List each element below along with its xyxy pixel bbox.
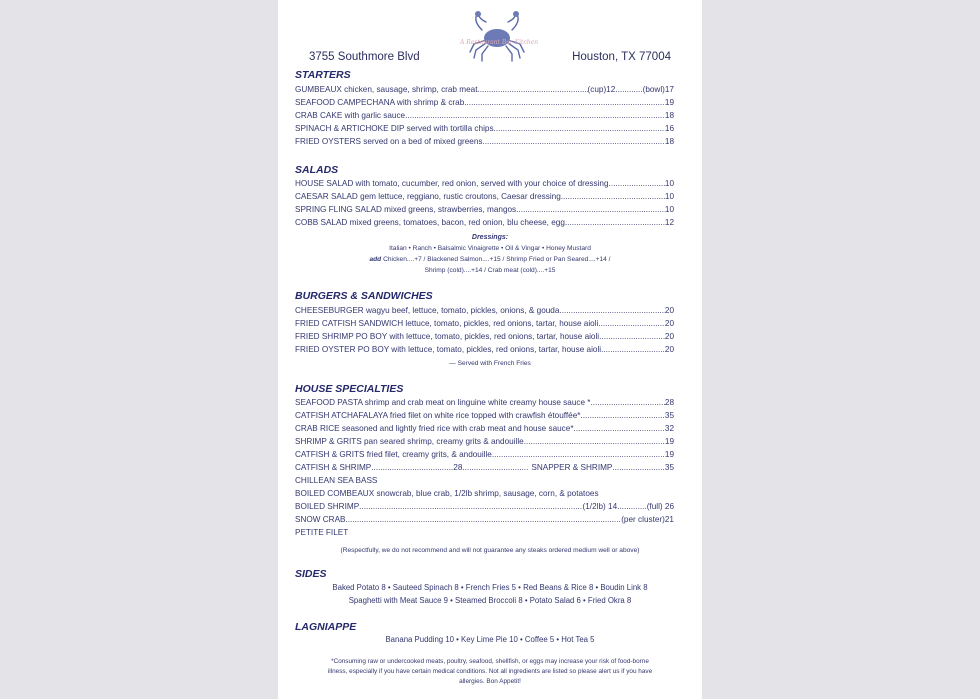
- crab-icon: [466, 10, 528, 64]
- add-ons-line: [278, 254, 702, 265]
- menu-item: SEAFOOD CAMPECHANA with shrimp & crab ..... 19: [295, 96, 674, 109]
- steak-note: (Respectfully, we do not recommend and will not guarantee any steaks ordered medium well or above): [340, 547, 640, 554]
- lagniappe-title: LAGNIAPPE: [295, 621, 357, 633]
- menu-page: [278, 0, 702, 699]
- menu-item: COBB SALAD mixed greens, tomatoes, bacon, red onion, blu cheese, egg ..... 12: [295, 216, 674, 229]
- menu-item: CATFISH ATCHAFALAYA fried filet on white rice topped with crawfish étouffée* ..... 35: [295, 409, 674, 422]
- petite-filet-item: PETITE FILET: [295, 528, 349, 537]
- specialties-title: HOUSE SPECIALTIES: [295, 383, 404, 395]
- menu-item: CATFISH & GRITS fried filet, creamy grits, & andouille ..... 19: [295, 448, 674, 461]
- menu-item: CHEESEBURGER wagyu beef, lettuce, tomato, pickles, onions, & gouda ..... 20: [295, 304, 674, 317]
- menu-item: FRIED SHRIMP PO BOY with lettuce, tomato, pickles, red onions, tartar, house aioli ..... 20: [295, 330, 674, 343]
- menu-item: FRIED CATFISH SANDWICH lettuce, tomato, pickles, red onions, tartar, house aioli ..... 20: [295, 317, 674, 330]
- sea-bass-item: CHILLEAN SEA BASS: [295, 476, 378, 485]
- menu-item: SPINACH & ARTICHOKE DIP served with tortilla chips ..... 16: [295, 122, 674, 135]
- add-ons-line-2: Shrimp (cold)....+14 / Crab meat (cold)....+15: [424, 267, 556, 274]
- add-ons-text: Chicken....+7 / Blackened Salmon....+15 / Shrimp Fried or Pan Seared....+14 /: [383, 256, 611, 263]
- snow-crab-item: SNOW CRAB ..... (per cluster)21: [295, 513, 674, 526]
- burgers-title: BURGERS & SANDWICHES: [295, 290, 433, 302]
- starters-title: STARTERS: [295, 69, 351, 81]
- add-word: add: [369, 256, 382, 263]
- menu-item: SPRING FLING SALAD mixed greens, strawberries, mangos ..... 10: [295, 203, 674, 216]
- city-state-zip: Houston, TX 77004: [572, 51, 671, 63]
- menu-item: GUMBEAUX chicken, sausage, shrimp, crab meat ..... (cup)12............(bowl)17: [295, 83, 674, 96]
- boiled-shrimp-item: BOILED SHRIMP ..... (1/2lb) 14.............(full) 26: [295, 500, 674, 513]
- combo-item: CATFISH & SHRIMP ..... 28 ..... SNAPPER & SHRIMP ..... 35: [295, 461, 674, 474]
- fries-note: — Served with French Fries: [449, 360, 531, 367]
- crab-logo: [460, 10, 539, 64]
- footer-note-2: illness, especially if you have certain medical conditions. Not all ingredients are listed so please alert us if you have: [327, 668, 653, 675]
- footer-note-1: *Consuming raw or undercooked meats, poultry, seafood, shellfish, or eggs may increase your risk of food-borne: [331, 658, 649, 665]
- lagniappe-line: Banana Pudding 10 • Key Lime Pie 10 • Coffee 5 • Hot Tea 5: [385, 635, 595, 644]
- dressings-title: Dressings:: [471, 234, 509, 241]
- menu-item: SEAFOOD PASTA shrimp and crab meat on linguine white creamy house sauce * ..... 28: [295, 396, 674, 409]
- logo-text: A Restaurant Bar Kitchen: [460, 39, 539, 46]
- menu-item: HOUSE SALAD with tomato, cucumber, red onion, served with your choice of dressing ..... 10: [295, 177, 674, 190]
- menu-item: CAESAR SALAD gem lettuce, reggiano, rustic croutons, Caesar dressing ..... 10: [295, 190, 674, 203]
- sides-line-2: Spaghetti with Meat Sauce 9 • Steamed Broccoli 8 • Potato Salad 6 • Fried Okra 8: [348, 596, 632, 605]
- sides-line-1: Baked Potato 8 • Sauteed Spinach 8 • French Fries 5 • Red Beans & Rice 8 • Boudin Link 8: [332, 583, 648, 592]
- sides-title: SIDES: [295, 568, 327, 580]
- menu-item: CRAB CAKE with garlic sauce ..... 18: [295, 109, 674, 122]
- footer-note-3: allergies. Bon Appetit!: [459, 678, 521, 685]
- menu-item: FRIED OYSTERS served on a bed of mixed greens ..... 18: [295, 135, 674, 148]
- menu-item: CRAB RICE seasoned and lightly fried rice with crab meat and house sauce* ..... 32: [295, 422, 674, 435]
- dressings-list: Italian • Ranch • Balsalmic Vinaigrette • Oil & Vingar • Honey Mustard: [389, 245, 591, 252]
- menu-item: FRIED OYSTER PO BOY with lettuce, tomato, pickles, red onions, tartar, house aioli ..... 20: [295, 343, 674, 356]
- address: 3755 Southmore Blvd: [309, 51, 420, 63]
- boil-item: BOILED COMBEAUX snowcrab, blue crab, 1/2lb shrimp, sausage, corn, & potatoes: [295, 489, 599, 498]
- menu-item: SHRIMP & GRITS pan seared shrimp, creamy grits & andouille ..... 19: [295, 435, 674, 448]
- salads-title: SALADS: [295, 164, 339, 176]
